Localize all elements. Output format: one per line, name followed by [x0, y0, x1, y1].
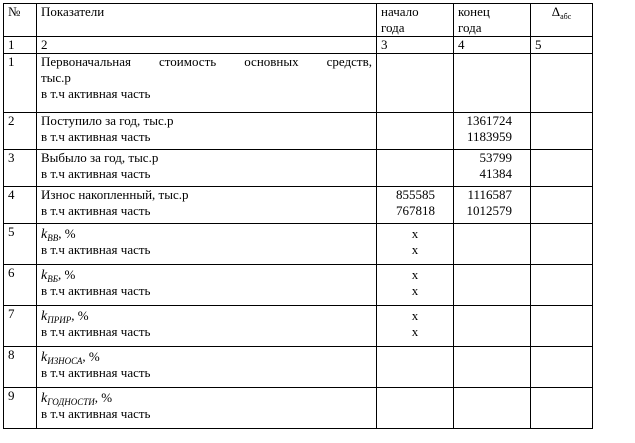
- row-number: 3: [4, 150, 37, 187]
- row-indicator-line: Поступило за год, тыс.р: [41, 113, 174, 128]
- coefficient-unit: , %: [71, 308, 89, 323]
- row-end-value: [454, 187, 531, 224]
- row-delta-value: [531, 347, 593, 388]
- row-indicator-subline: в т.ч активная часть: [41, 365, 151, 380]
- row-indicator-subline: в т.ч активная часть: [41, 166, 151, 181]
- header-indicators: Показатели: [37, 4, 377, 37]
- row-end-value: [454, 388, 531, 429]
- table-row: [4, 347, 593, 388]
- row-delta-value: [531, 306, 593, 347]
- start-value-active: x: [411, 324, 419, 339]
- row-start-value: [377, 224, 454, 265]
- row-number: 4: [4, 187, 37, 224]
- header-start-line1: начало: [381, 4, 419, 19]
- row-indicator-subline: в т.ч активная часть: [41, 283, 151, 298]
- row-start-value: [377, 388, 454, 429]
- row-start-value: [377, 54, 454, 113]
- coefficient-unit: , %: [58, 226, 76, 241]
- index-row: [4, 37, 593, 54]
- start-value-active: 767818: [396, 203, 435, 218]
- table-row: [4, 306, 593, 347]
- fixed-assets-table: [3, 3, 593, 429]
- coefficient-label: [41, 224, 372, 242]
- table-row: [4, 224, 593, 265]
- row-indicator: [37, 347, 377, 388]
- row-number: 1: [4, 54, 37, 113]
- index-cell: 3: [377, 37, 454, 54]
- coefficient-unit: , %: [94, 390, 113, 405]
- row-delta-value: [531, 54, 593, 113]
- row-number: 6: [4, 265, 37, 306]
- row-end-value: [454, 150, 531, 187]
- coefficient-unit: , %: [58, 267, 76, 282]
- row-indicator-line: Выбыло за год, тыс.р: [41, 150, 159, 165]
- header-row: [4, 4, 593, 37]
- row-indicator-subline: в т.ч активная часть: [41, 129, 151, 144]
- start-value-total: x: [411, 308, 419, 323]
- row-end-value: [454, 224, 531, 265]
- table-row: [4, 54, 593, 113]
- row-start-value: [377, 347, 454, 388]
- coefficient-subscript: ВБ: [47, 274, 59, 284]
- row-end-value: [454, 306, 531, 347]
- header-end: [454, 4, 531, 37]
- row-end-value: [454, 113, 531, 150]
- coefficient-label: [41, 265, 372, 283]
- row-delta-value: [531, 113, 593, 150]
- row-indicator: [37, 150, 377, 187]
- coefficient-subscript: ГОДНОСТИ: [47, 397, 95, 407]
- end-value-total: 1116587: [467, 187, 512, 202]
- row-indicator: [37, 388, 377, 429]
- index-cell: 1: [4, 37, 37, 54]
- row-indicator: [37, 265, 377, 306]
- coefficient-symbol: k: [41, 391, 48, 406]
- start-value-active: x: [411, 283, 419, 298]
- row-start-value: [377, 187, 454, 224]
- coefficient-symbol: k: [41, 268, 48, 283]
- row-indicator-line: тыс.р: [41, 70, 71, 85]
- coefficient-subscript: ВВ: [47, 233, 59, 243]
- coefficient-label: [41, 306, 372, 324]
- header-start: [377, 4, 454, 37]
- end-value-active: 1012579: [466, 203, 512, 218]
- row-number: 7: [4, 306, 37, 347]
- row-indicator-line: Первоначальная стоимость основных средств,: [41, 54, 372, 69]
- row-indicator-subline: в т.ч активная часть: [41, 86, 151, 101]
- row-number: 9: [4, 388, 37, 429]
- coefficient-label: [41, 388, 372, 406]
- end-value-total: 1361724: [466, 113, 512, 128]
- row-indicator-subline: в т.ч активная часть: [41, 406, 151, 421]
- row-indicator: [37, 224, 377, 265]
- table-row: [4, 265, 593, 306]
- row-indicator-line: Износ накопленный, тыс.р: [41, 187, 189, 202]
- row-start-value: [377, 150, 454, 187]
- header-delta-symbol: Δ: [551, 4, 561, 19]
- start-value-active: x: [411, 242, 419, 257]
- start-value-total: x: [411, 226, 419, 241]
- row-indicator: [37, 54, 377, 113]
- index-cell: 2: [37, 37, 377, 54]
- row-delta-value: [531, 187, 593, 224]
- row-indicator-subline: в т.ч активная часть: [41, 203, 151, 218]
- row-end-value: [454, 54, 531, 113]
- row-delta-value: [531, 224, 593, 265]
- row-end-value: [454, 347, 531, 388]
- row-delta-value: [531, 388, 593, 429]
- table-row: [4, 113, 593, 150]
- row-indicator-subline: в т.ч активная часть: [41, 324, 151, 339]
- row-delta-value: [531, 265, 593, 306]
- header-delta: [531, 4, 593, 37]
- row-number: 8: [4, 347, 37, 388]
- header-no: №: [4, 4, 37, 37]
- row-indicator: [37, 187, 377, 224]
- table-row: [4, 187, 593, 224]
- table-row: [4, 388, 593, 429]
- row-start-value: [377, 265, 454, 306]
- row-indicator: [37, 113, 377, 150]
- end-value-active: 41384: [479, 166, 512, 181]
- row-start-value: [377, 113, 454, 150]
- table-row: [4, 150, 593, 187]
- coefficient-symbol: k: [41, 350, 48, 365]
- end-value-active: 1183959: [466, 129, 512, 144]
- header-delta-sub: абс: [560, 12, 572, 21]
- row-indicator-subline: в т.ч активная часть: [41, 242, 151, 257]
- start-value-total: 855585: [396, 187, 435, 202]
- header-start-line2: года: [381, 20, 405, 35]
- row-end-value: [454, 265, 531, 306]
- index-cell: 5: [531, 37, 593, 54]
- coefficient-symbol: k: [41, 227, 48, 242]
- start-value-total: x: [411, 267, 419, 282]
- coefficient-symbol: k: [41, 309, 48, 324]
- row-start-value: [377, 306, 454, 347]
- header-end-line2: года: [458, 20, 482, 35]
- header-end-line1: конец: [458, 4, 490, 19]
- row-number: 5: [4, 224, 37, 265]
- coefficient-label: [41, 347, 372, 365]
- coefficient-unit: , %: [82, 349, 100, 364]
- row-delta-value: [531, 150, 593, 187]
- index-cell: 4: [454, 37, 531, 54]
- coefficient-subscript: ИЗНОСА: [47, 356, 83, 366]
- end-value-total: 53799: [479, 150, 512, 165]
- row-indicator: [37, 306, 377, 347]
- row-number: 2: [4, 113, 37, 150]
- coefficient-subscript: ПРИР: [47, 315, 72, 325]
